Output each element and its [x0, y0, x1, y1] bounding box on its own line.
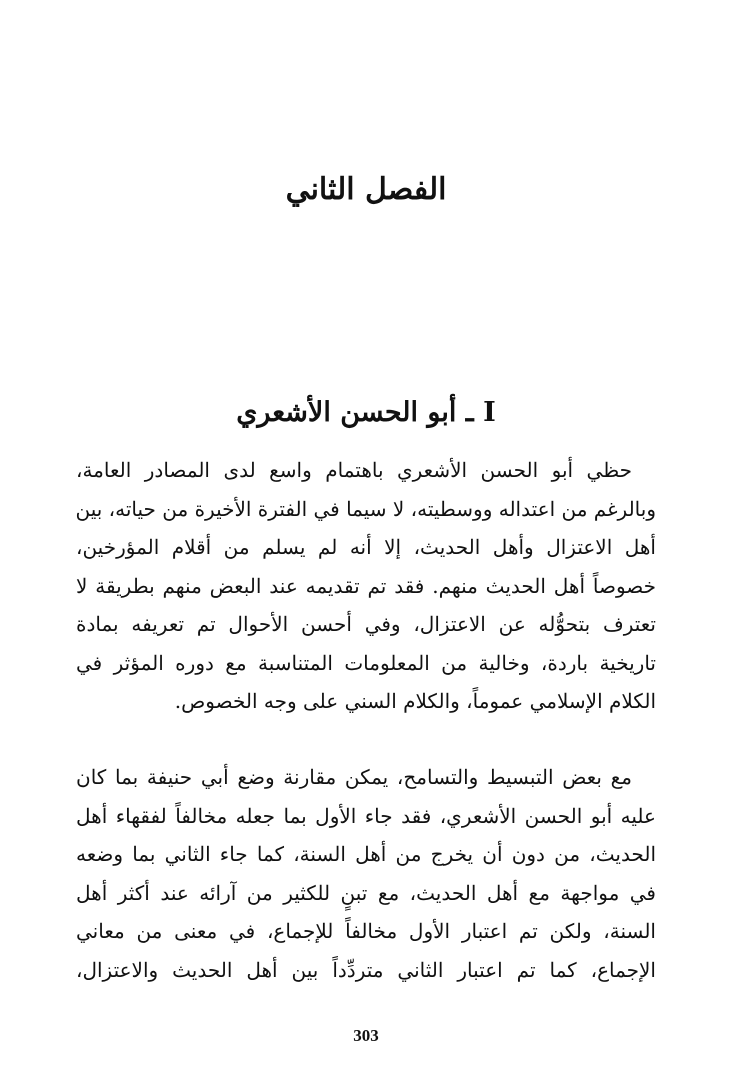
paragraph-1 [76, 451, 656, 721]
paragraph-line: حظي أبو الحسن الأشعري باهتمام واسع لدى المصادر العامة، [76, 458, 632, 482]
paragraph-line: خصوصاً أهل الحديث منهم. فقد تم تقديمه عند البعض منهم بطريقة لا [76, 573, 656, 598]
paragraph-line: تعترف بتحوُّله عن الاعتزال، وفي أحسن الأحوال تم تعريفه بمادة [76, 612, 656, 636]
page-number: 303 [353, 1026, 379, 1045]
paragraph-line: عليه أبو الحسن الأشعري، فقد جاء الأول بما جعله مخالفاً لفقهاء أهل [76, 803, 656, 828]
paragraph-line: السنة، ولكن تم اعتبار الأول مخالفاً للإجماع، في معنى من معاني [76, 919, 656, 943]
paragraph-line: أهل الاعتزال وأهل الحديث، إلا أنه لم يسلم من أقلام المؤرخين، [76, 535, 656, 559]
paragraph-line: الحديث، من دون أن يخرج من أهل السنة، كما جاء الثاني بما وضعه [76, 842, 656, 866]
paragraph-line: تاريخية باردة، وخالية من المعلومات المتناسبة مع دوره المؤثر في [76, 650, 656, 675]
paragraph-line: في مواجهة مع أهل الحديث، مع تبنٍ للكثير من آرائه عند أكثر أهل [76, 880, 656, 905]
paragraph-line: مع بعض التبسيط والتسامح، يمكن مقارنة وضع أبي حنيفة بما كان [76, 765, 632, 789]
paragraph-2 [76, 758, 656, 989]
paragraph-line: وبالرغم من اعتداله ووسطيته، لا سيما في الفترة الأخيرة من حياته، بين [75, 496, 656, 521]
paragraph-line: الإجماع، كما تم اعتبار الثاني متردِّداً بين أهل الحديث والاعتزال، [76, 957, 656, 982]
section-heading: I ـ أبو الحسن الأشعري [236, 397, 496, 428]
paragraph-line: الكلام الإسلامي عموماً، والكلام السني على وجه الخصوص. [174, 689, 656, 713]
chapter-title: الفصل الثاني [285, 172, 447, 207]
